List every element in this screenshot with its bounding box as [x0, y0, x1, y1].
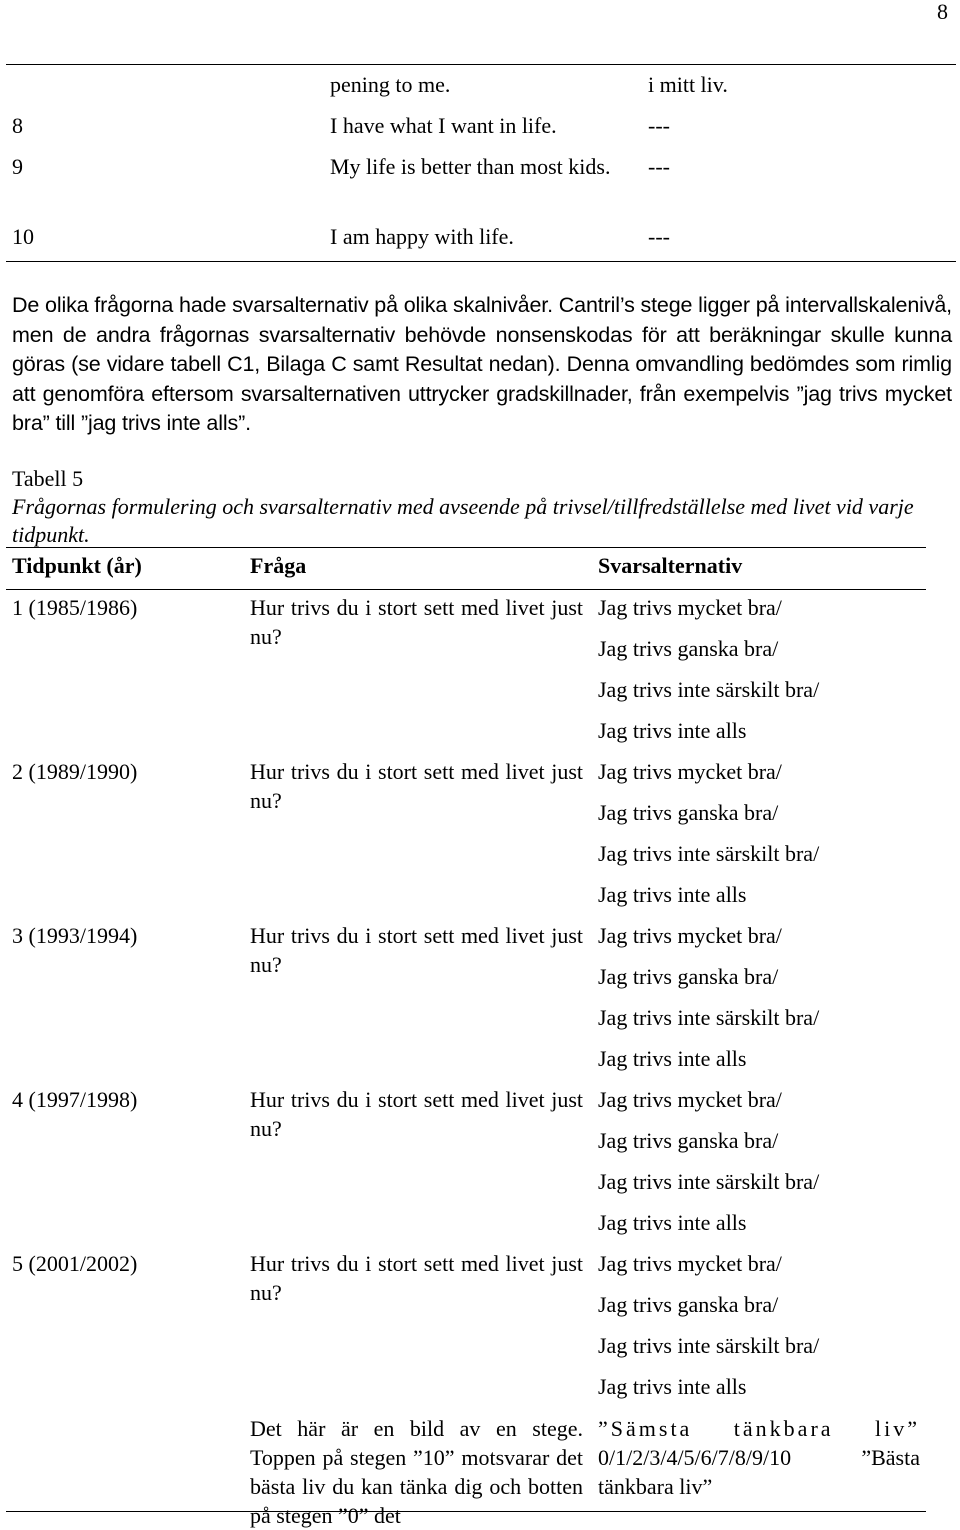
table-title: Tabell 5 [12, 466, 84, 491]
english-item: I am happy with life. [330, 224, 514, 249]
question-cell: Hur trivs du i stort sett med livet just nu? [250, 1251, 583, 1305]
time-cell: 4 (1997/1998) [12, 1087, 138, 1112]
time-cell: 3 (1993/1994) [12, 923, 138, 948]
english-item: I have what I want in life. [330, 113, 557, 138]
ladder-answer-worst-end: liv” [875, 1416, 920, 1441]
answer-option: Jag trivs inte alls [598, 882, 747, 907]
answer-option: Jag trivs inte särskilt bra/ [598, 1333, 820, 1358]
answer-option: Jag trivs inte alls [598, 1046, 747, 1071]
ladder-answer-worst-mid: tänkbara [733, 1416, 834, 1441]
answer-list [598, 1085, 819, 1249]
row-number: 9 [12, 154, 23, 179]
answer-option: Jag trivs inte särskilt bra/ [598, 677, 820, 702]
answer-list [598, 1249, 819, 1413]
question-cell: Hur trivs du i stort sett med livet just nu? [250, 923, 583, 977]
english-item: My life is better than most kids. [330, 154, 611, 179]
time-cell: 1 (1985/1986) [12, 595, 138, 620]
table-caption: Frågornas formulering och svarsalternativ med avseende på trivsel/tillfredställelse med livet vid varje tidpunkt. [12, 494, 914, 547]
answer-option: Jag trivs mycket bra/ [598, 1251, 782, 1276]
header-time: Tidpunkt (år) [12, 553, 142, 578]
ladder-question-cell: Det här är en bild av en stege. Toppen på stegen ”10” motsvarar det bästa liv du kan tänka dig och botten på stegen ”0” det [250, 1416, 583, 1528]
english-item: pening to me. [330, 72, 451, 97]
ladder-answer-scale: 0/1/2/3/4/5/6/7/8/9/10 [598, 1445, 792, 1470]
answer-option: Jag trivs ganska bra/ [598, 1128, 779, 1153]
answer-option: Jag trivs mycket bra/ [598, 595, 782, 620]
header-answers: Svarsalternativ [598, 553, 743, 578]
table-bottom-rule [6, 1511, 926, 1512]
ladder-answer-best-end: tänkbara liv” [598, 1474, 713, 1499]
row-number: 10 [12, 224, 34, 249]
answer-option: Jag trivs ganska bra/ [598, 800, 779, 825]
page-number: 8 [937, 0, 948, 24]
answer-option: Jag trivs ganska bra/ [598, 964, 779, 989]
time-cell: 5 (2001/2002) [12, 1251, 138, 1276]
answer-list [598, 757, 819, 921]
ladder-answer-worst: ”Sämsta [598, 1416, 693, 1441]
swedish-item: --- [648, 224, 670, 249]
answer-option: Jag trivs inte särskilt bra/ [598, 841, 820, 866]
answer-option: Jag trivs inte alls [598, 718, 747, 743]
answer-option: Jag trivs mycket bra/ [598, 1087, 782, 1112]
answer-option: Jag trivs inte särskilt bra/ [598, 1169, 820, 1194]
table-bottom-rule [6, 261, 956, 262]
swedish-item: i mitt liv. [648, 72, 728, 97]
top-rule [6, 64, 956, 65]
answer-option: Jag trivs ganska bra/ [598, 636, 779, 661]
time-cell: 2 (1989/1990) [12, 759, 138, 784]
row-number: 8 [12, 113, 23, 138]
answer-list [598, 921, 819, 1085]
header-question: Fråga [250, 553, 307, 578]
swedish-item: --- [648, 113, 670, 138]
question-cell: Hur trivs du i stort sett med livet just nu? [250, 595, 583, 649]
answer-option: Jag trivs mycket bra/ [598, 759, 782, 784]
table-header-bottom-rule [6, 589, 926, 590]
ladder-answer-line [598, 1443, 920, 1472]
answer-option: Jag trivs inte alls [598, 1210, 747, 1235]
table-header-top-rule [6, 547, 926, 548]
answer-list [598, 593, 819, 757]
ladder-answer-best: ”Bästa [861, 1445, 920, 1470]
ladder-answer-line [598, 1414, 920, 1443]
question-cell: Hur trivs du i stort sett med livet just nu? [250, 759, 583, 813]
answer-option: Jag trivs ganska bra/ [598, 1292, 779, 1317]
body-paragraph: De olika frågorna hade svarsalternativ på olika skalnivåer. Cantril’s stege ligger på intervallskalenivå, men de andra frågornas svarsalternativ behövde nonsenskodas för att beräkningar skulle kunna göras (se vidare tabell C1, Bilaga C samt Resultat nedan). Denna omvandling bedömdes som rimlig att genomföra eftersom svarsalternativen uttrycker gradskillnader, från exempelvis ”jag trivs mycket bra” till ”jag trivs inte alls”. [12, 293, 952, 435]
ladder-answer-cell [598, 1414, 920, 1501]
answer-option: Jag trivs inte alls [598, 1374, 747, 1399]
swedish-item: --- [648, 154, 670, 179]
question-cell: Hur trivs du i stort sett med livet just nu? [250, 1087, 583, 1141]
answer-option: Jag trivs mycket bra/ [598, 923, 782, 948]
answer-option: Jag trivs inte särskilt bra/ [598, 1005, 820, 1030]
